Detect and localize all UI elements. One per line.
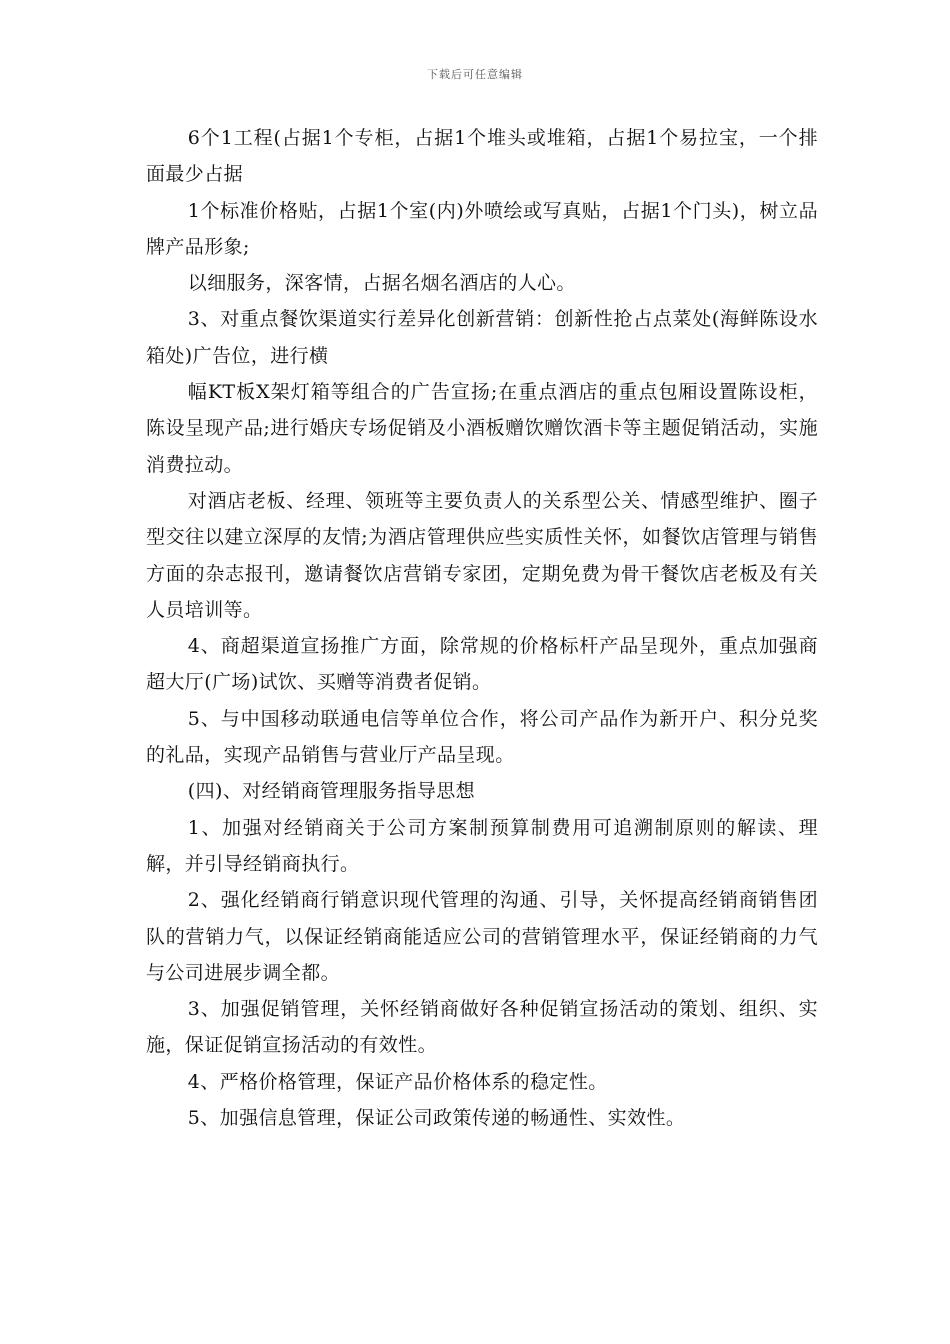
paragraph: 5、加强信息管理，保证公司政策传递的畅通性、实效性。 — [187, 1107, 686, 1130]
paragraph: 1、加强对经销商关于公司方案制预算制费用可追溯制原则的解读、理解，并引导经销商执行。 — [146, 816, 818, 875]
page-header: 下载后可任意编辑 — [427, 68, 523, 81]
paragraph: 4、商超渠道宣扬推广方面，除常规的价格标杆产品呈现外，重点加强商超大厅(广场)试饮、买赠等消费者促销。 — [146, 635, 818, 694]
section-heading: (四)、对经销商管理服务指导思想 — [187, 780, 476, 803]
paragraph: 3、对重点餐饮渠道实行差异化创新营销：创新性抢占点菜处(海鲜陈设水箱处)广告位，进行横 — [146, 308, 818, 367]
paragraph: 对酒店老板、经理、领班等主要负责人的关系型公关、情感型维护、圈子型交往以建立深厚的友情;为酒店管理供应些实质性关怀，如餐饮店管理与销售方面的杂志报刊，邀请餐饮店营销专家团，定期免费为骨干餐饮店老板及有关人员培训等。 — [146, 489, 818, 621]
paragraph: 幅KT板X架灯箱等组合的广告宣扬;在重点酒店的重点包厢设置陈设柜，陈设呈现产品;进行婚庆专场促销及小酒板赠饮赠饮酒卡等主题促销活动，实施消费拉动。 — [146, 381, 818, 476]
paragraph: 6个1工程(占据1个专柜，占据1个堆头或堆箱，占据1个易拉宝，一个排面最少占据 — [146, 127, 818, 186]
document-body — [146, 120, 818, 1136]
paragraph: 以细服务，深客情，占据名烟名酒店的人心。 — [187, 272, 576, 295]
paragraph: 3、加强促销管理，关怀经销商做好各种促销宣扬活动的策划、组织、实施，保证促销宣扬活动的有效性。 — [146, 998, 818, 1057]
paragraph: 5、与中国移动联通电信等单位合作，将公司产品作为新开户、积分兑奖的礼品，实现产品销售与营业厅产品呈现。 — [146, 707, 818, 767]
paragraph: 4、严格价格管理，保证产品价格体系的稳定性。 — [187, 1070, 608, 1093]
paragraph: 2、强化经销商行销意识现代管理的沟通、引导，关怀提高经销商销售团队的营销力气，以保证经销商能适应公司的营销管理水平，保证经销商的力气与公司进展步调全都。 — [146, 889, 818, 984]
paragraph: 1个标准价格贴，占据1个室(内)外喷绘或写真贴，占据1个门头)，树立品牌产品形象; — [146, 199, 818, 258]
